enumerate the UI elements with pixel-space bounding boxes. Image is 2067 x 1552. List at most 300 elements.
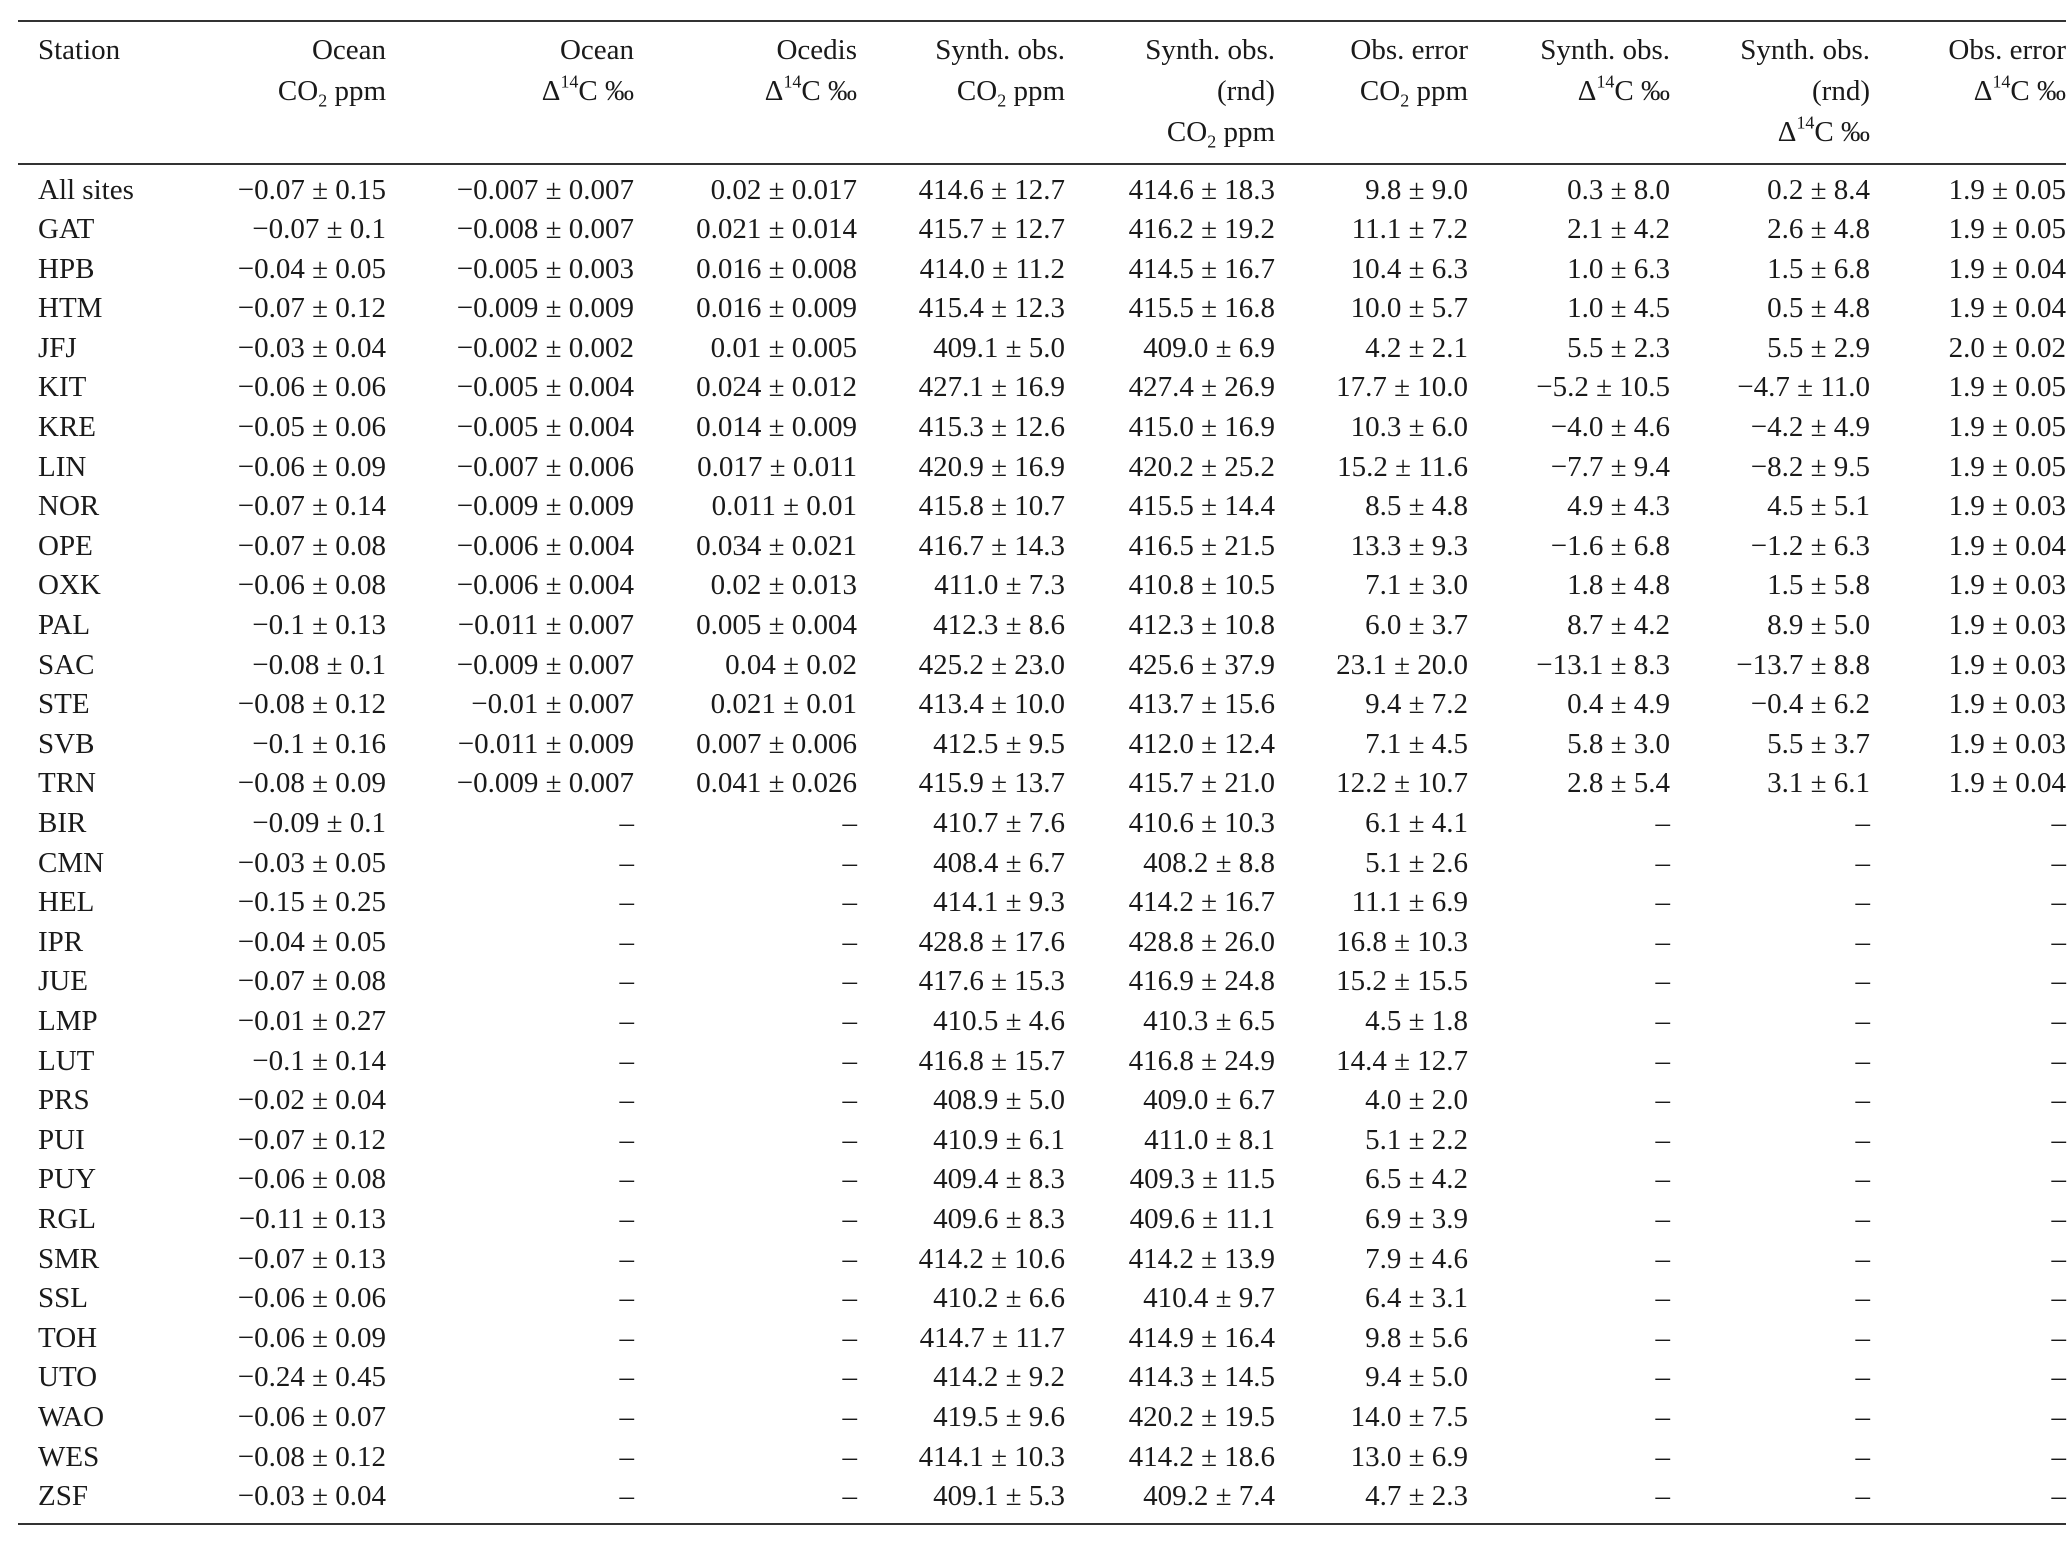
value-cell: 416.8 ± 15.7 bbox=[918, 1044, 1065, 1077]
column-header-line: Synth. obs. bbox=[1145, 34, 1275, 66]
value-cell: 0.5 ± 4.8 bbox=[1767, 292, 1870, 325]
value-cell: – bbox=[619, 965, 634, 998]
value-cell: – bbox=[2051, 1202, 2066, 1235]
value-cell: 0.005 ± 0.004 bbox=[696, 609, 857, 642]
value-cell: 15.2 ± 11.6 bbox=[1337, 450, 1468, 483]
value-cell: – bbox=[842, 1202, 857, 1235]
station-name-cell: SSL bbox=[38, 1282, 88, 1315]
column-header-6 bbox=[1275, 22, 1468, 163]
value-cell: 7.1 ± 4.5 bbox=[1365, 727, 1468, 760]
value-cell: – bbox=[1655, 925, 1670, 958]
table-row bbox=[18, 408, 2066, 448]
column-header-line: Synth. obs. bbox=[1740, 34, 1870, 66]
value-cell: −0.1 ± 0.13 bbox=[252, 609, 386, 642]
value-cell: – bbox=[842, 1321, 857, 1354]
value-cell: – bbox=[1855, 965, 1870, 998]
value-cell: −0.07 ± 0.12 bbox=[237, 292, 386, 325]
value-cell: 4.2 ± 2.1 bbox=[1365, 331, 1468, 364]
table-row bbox=[18, 883, 2066, 923]
value-cell: 17.7 ± 10.0 bbox=[1336, 371, 1468, 404]
station-name-cell: HTM bbox=[38, 292, 103, 325]
value-cell: 412.3 ± 8.6 bbox=[933, 609, 1065, 642]
value-cell: – bbox=[842, 807, 857, 839]
value-cell: 410.8 ± 10.5 bbox=[1128, 569, 1275, 602]
value-cell: −0.002 ± 0.002 bbox=[456, 331, 634, 364]
value-cell: 1.9 ± 0.04 bbox=[1948, 529, 2066, 562]
value-cell: −0.01 ± 0.27 bbox=[237, 1004, 386, 1037]
table-row bbox=[18, 1438, 2066, 1478]
table-row bbox=[18, 1240, 2066, 1280]
station-statistics-table bbox=[18, 22, 2066, 163]
value-cell: 0.021 ± 0.014 bbox=[696, 213, 857, 246]
value-cell: – bbox=[2051, 846, 2066, 879]
value-cell: – bbox=[1655, 1361, 1670, 1394]
value-cell: – bbox=[842, 1163, 857, 1196]
value-cell: 409.1 ± 5.0 bbox=[933, 331, 1065, 364]
value-cell: – bbox=[2051, 1321, 2066, 1354]
value-cell: 4.5 ± 1.8 bbox=[1365, 1004, 1468, 1037]
station-name-cell: PRS bbox=[38, 1084, 90, 1117]
value-cell: – bbox=[1855, 1202, 1870, 1235]
value-cell: 4.0 ± 2.0 bbox=[1365, 1084, 1468, 1117]
value-cell: – bbox=[842, 886, 857, 919]
station-name-cell: LIN bbox=[38, 450, 87, 483]
value-cell: 409.0 ± 6.7 bbox=[1143, 1084, 1275, 1117]
value-cell: −0.05 ± 0.06 bbox=[237, 411, 386, 444]
station-name-cell: LUT bbox=[38, 1044, 95, 1077]
value-cell: 5.5 ± 3.7 bbox=[1767, 727, 1870, 760]
value-cell: −0.07 ± 0.1 bbox=[252, 213, 386, 246]
table-row bbox=[18, 844, 2066, 884]
value-cell: – bbox=[1855, 1123, 1870, 1156]
value-cell: 412.5 ± 9.5 bbox=[933, 727, 1065, 760]
value-cell: 1.9 ± 0.03 bbox=[1948, 490, 2066, 523]
station-name-cell: JUE bbox=[38, 965, 88, 998]
table-row bbox=[18, 725, 2066, 765]
value-cell: 1.9 ± 0.05 bbox=[1948, 450, 2066, 483]
column-header-line: $CO_2$ ppm bbox=[1359, 75, 1468, 111]
value-cell: 416.8 ± 24.9 bbox=[1128, 1044, 1275, 1077]
value-cell: 420.9 ± 16.9 bbox=[918, 450, 1065, 483]
value-cell: 410.6 ± 10.3 bbox=[1128, 807, 1275, 839]
value-cell: – bbox=[1655, 1044, 1670, 1077]
value-cell: 420.2 ± 25.2 bbox=[1128, 450, 1275, 483]
value-cell: 0.04 ± 0.02 bbox=[725, 648, 857, 681]
table-row bbox=[18, 1358, 2066, 1398]
value-cell: −13.1 ± 8.3 bbox=[1536, 648, 1670, 681]
value-cell: −0.1 ± 0.16 bbox=[252, 727, 386, 760]
value-cell: – bbox=[1855, 1440, 1870, 1473]
table-row bbox=[18, 646, 2066, 686]
value-cell: 5.5 ± 2.3 bbox=[1567, 331, 1670, 364]
column-header-line: $\Delta^{14}C$ ‰ bbox=[541, 71, 634, 107]
value-cell: – bbox=[1855, 1084, 1870, 1117]
value-cell: 1.9 ± 0.05 bbox=[1948, 173, 2066, 206]
value-cell: – bbox=[1855, 1321, 1870, 1354]
station-name-cell: STE bbox=[38, 688, 90, 721]
station-name-cell: SMR bbox=[38, 1242, 100, 1275]
table-row bbox=[18, 1319, 2066, 1359]
value-cell: – bbox=[2051, 1163, 2066, 1196]
value-cell: −0.009 ± 0.007 bbox=[456, 767, 634, 800]
value-cell: −0.24 ± 0.45 bbox=[237, 1361, 386, 1394]
value-cell: −13.7 ± 8.8 bbox=[1736, 648, 1870, 681]
station-name-cell: NOR bbox=[38, 490, 100, 523]
value-cell: 415.0 ± 16.9 bbox=[1128, 411, 1275, 444]
value-cell: – bbox=[619, 886, 634, 919]
value-cell: – bbox=[619, 1242, 634, 1275]
column-header-line: Obs. error bbox=[1948, 34, 2066, 66]
value-cell: 409.6 ± 8.3 bbox=[933, 1202, 1065, 1235]
value-cell: 8.7 ± 4.2 bbox=[1567, 609, 1670, 642]
column-header-line: (rnd) bbox=[1217, 75, 1275, 107]
value-cell: −0.007 ± 0.007 bbox=[456, 173, 634, 206]
value-cell: – bbox=[619, 1202, 634, 1235]
value-cell: – bbox=[619, 1361, 634, 1394]
value-cell: 14.0 ± 7.5 bbox=[1350, 1400, 1468, 1433]
value-cell: 416.5 ± 21.5 bbox=[1128, 529, 1275, 562]
value-cell: −0.006 ± 0.004 bbox=[456, 529, 634, 562]
value-cell: 410.2 ± 6.6 bbox=[933, 1282, 1065, 1315]
value-cell: – bbox=[842, 846, 857, 879]
column-header-7 bbox=[1468, 22, 1670, 163]
value-cell: – bbox=[842, 1242, 857, 1275]
value-cell: 12.2 ± 10.7 bbox=[1336, 767, 1468, 800]
value-cell: 414.5 ± 16.7 bbox=[1128, 252, 1275, 285]
table-row bbox=[18, 165, 2066, 211]
value-cell: 1.8 ± 4.8 bbox=[1567, 569, 1670, 602]
value-cell: 1.9 ± 0.05 bbox=[1948, 411, 2066, 444]
station-name-cell: KIT bbox=[38, 371, 87, 404]
value-cell: 417.6 ± 15.3 bbox=[918, 965, 1065, 998]
value-cell: −0.07 ± 0.14 bbox=[237, 490, 386, 523]
value-cell: −5.2 ± 10.5 bbox=[1536, 371, 1670, 404]
column-header-9 bbox=[1870, 22, 2066, 163]
value-cell: – bbox=[2051, 1400, 2066, 1433]
value-cell: −0.15 ± 0.25 bbox=[237, 886, 386, 919]
value-cell: 410.9 ± 6.1 bbox=[933, 1123, 1065, 1156]
value-cell: 416.2 ± 19.2 bbox=[1128, 213, 1275, 246]
station-name-cell: TRN bbox=[38, 767, 96, 800]
value-cell: 1.9 ± 0.03 bbox=[1948, 727, 2066, 760]
value-cell: 413.7 ± 15.6 bbox=[1128, 688, 1275, 721]
value-cell: – bbox=[1855, 1044, 1870, 1077]
value-cell: 414.1 ± 9.3 bbox=[933, 886, 1065, 919]
value-cell: 414.2 ± 13.9 bbox=[1128, 1242, 1275, 1275]
value-cell: – bbox=[1655, 886, 1670, 919]
value-cell: 1.9 ± 0.03 bbox=[1948, 609, 2066, 642]
value-cell: −0.08 ± 0.12 bbox=[237, 688, 386, 721]
column-header-line: $\Delta^{14}C$ ‰ bbox=[1577, 71, 1670, 107]
table-row bbox=[18, 923, 2066, 963]
value-cell: −8.2 ± 9.5 bbox=[1750, 450, 1870, 483]
value-cell: 415.7 ± 12.7 bbox=[918, 213, 1065, 246]
value-cell: −0.011 ± 0.007 bbox=[457, 609, 634, 642]
station-name-cell: UTO bbox=[38, 1361, 98, 1394]
table-row bbox=[18, 764, 2066, 804]
value-cell: −0.07 ± 0.15 bbox=[237, 173, 386, 206]
station-name-cell: LMP bbox=[38, 1004, 98, 1037]
value-cell: −0.03 ± 0.04 bbox=[237, 1480, 386, 1513]
value-cell: – bbox=[842, 1084, 857, 1117]
value-cell: 415.7 ± 21.0 bbox=[1128, 767, 1275, 800]
value-cell: – bbox=[842, 1400, 857, 1433]
bottom-rule bbox=[18, 1523, 2066, 1525]
value-cell: – bbox=[1855, 1242, 1870, 1275]
station-name-cell: KRE bbox=[38, 411, 96, 444]
value-cell: −0.06 ± 0.08 bbox=[237, 1163, 386, 1196]
value-cell: 411.0 ± 8.1 bbox=[1144, 1123, 1275, 1156]
value-cell: −0.08 ± 0.12 bbox=[237, 1440, 386, 1473]
value-cell: 409.2 ± 7.4 bbox=[1143, 1480, 1275, 1513]
column-header-line: Ocedis bbox=[776, 34, 857, 66]
value-cell: 427.4 ± 26.9 bbox=[1128, 371, 1275, 404]
value-cell: 0.041 ± 0.026 bbox=[696, 767, 857, 800]
column-header-5 bbox=[1065, 22, 1275, 163]
value-cell: 3.1 ± 6.1 bbox=[1767, 767, 1870, 800]
column-header-line: $CO_2$ ppm bbox=[277, 75, 386, 111]
value-cell: 0.034 ± 0.021 bbox=[696, 529, 857, 562]
value-cell: −0.06 ± 0.06 bbox=[237, 1282, 386, 1315]
value-cell: −4.7 ± 11.0 bbox=[1737, 371, 1870, 404]
value-cell: 414.2 ± 16.7 bbox=[1128, 886, 1275, 919]
value-cell: 425.6 ± 37.9 bbox=[1128, 648, 1275, 681]
value-cell: – bbox=[619, 846, 634, 879]
value-cell: 9.4 ± 5.0 bbox=[1365, 1361, 1468, 1394]
value-cell: −0.011 ± 0.009 bbox=[457, 727, 634, 760]
value-cell: – bbox=[1855, 1163, 1870, 1196]
value-cell: 2.6 ± 4.8 bbox=[1767, 213, 1870, 246]
value-cell: 0.011 ± 0.01 bbox=[711, 490, 857, 523]
value-cell: 415.4 ± 12.3 bbox=[918, 292, 1065, 325]
station-name-cell: JFJ bbox=[38, 331, 77, 364]
value-cell: – bbox=[619, 807, 634, 839]
column-header-line: Synth. obs. bbox=[1540, 34, 1670, 66]
table-row bbox=[18, 1042, 2066, 1082]
station-name-cell: PUI bbox=[38, 1123, 85, 1156]
value-cell: 415.5 ± 14.4 bbox=[1128, 490, 1275, 523]
value-cell: 0.02 ± 0.017 bbox=[710, 173, 857, 206]
value-cell: 409.6 ± 11.1 bbox=[1129, 1202, 1275, 1235]
table-row bbox=[18, 1002, 2066, 1042]
column-header-0 bbox=[18, 22, 186, 163]
value-cell: 414.2 ± 10.6 bbox=[918, 1242, 1065, 1275]
station-name-cell: SAC bbox=[38, 648, 95, 681]
value-cell: −1.2 ± 6.3 bbox=[1750, 529, 1870, 562]
value-cell: – bbox=[842, 1044, 857, 1077]
value-cell: 408.2 ± 8.8 bbox=[1143, 846, 1275, 879]
value-cell: – bbox=[1655, 1004, 1670, 1037]
value-cell: – bbox=[2051, 1282, 2066, 1315]
value-cell: 6.9 ± 3.9 bbox=[1365, 1202, 1468, 1235]
column-header-line: Obs. error bbox=[1350, 34, 1468, 66]
value-cell: 4.5 ± 5.1 bbox=[1767, 490, 1870, 523]
value-cell: – bbox=[1855, 886, 1870, 919]
value-cell: 416.9 ± 24.8 bbox=[1128, 965, 1275, 998]
value-cell: 410.5 ± 4.6 bbox=[933, 1004, 1065, 1037]
value-cell: – bbox=[1655, 807, 1670, 839]
value-cell: 23.1 ± 20.0 bbox=[1336, 648, 1468, 681]
value-cell: – bbox=[1855, 1480, 1870, 1513]
column-header-line: $CO_2$ ppm bbox=[956, 75, 1065, 111]
value-cell: – bbox=[842, 1123, 857, 1156]
value-cell: – bbox=[1855, 1361, 1870, 1394]
value-cell: – bbox=[619, 1321, 634, 1354]
value-cell: 9.8 ± 5.6 bbox=[1365, 1321, 1468, 1354]
table-row bbox=[18, 566, 2066, 606]
value-cell: 414.9 ± 16.4 bbox=[1128, 1321, 1275, 1354]
value-cell: 414.7 ± 11.7 bbox=[919, 1321, 1065, 1354]
value-cell: 419.5 ± 9.6 bbox=[933, 1400, 1065, 1433]
value-cell: −0.009 ± 0.007 bbox=[456, 648, 634, 681]
table-row bbox=[18, 448, 2066, 488]
value-cell: 10.4 ± 6.3 bbox=[1350, 252, 1468, 285]
value-cell: 411.0 ± 7.3 bbox=[934, 569, 1065, 602]
table-row bbox=[18, 210, 2066, 250]
value-cell: −0.07 ± 0.08 bbox=[237, 965, 386, 998]
table-row bbox=[18, 289, 2066, 329]
value-cell: 425.2 ± 23.0 bbox=[918, 648, 1065, 681]
value-cell: 410.3 ± 6.5 bbox=[1143, 1004, 1275, 1037]
value-cell: 6.5 ± 4.2 bbox=[1365, 1163, 1468, 1196]
value-cell: – bbox=[842, 1440, 857, 1473]
table-row bbox=[18, 1279, 2066, 1319]
table-row bbox=[18, 250, 2066, 290]
column-header-line: $CO_2$ ppm bbox=[1166, 116, 1275, 152]
station-name-cell: ZSF bbox=[38, 1480, 88, 1513]
value-cell: −0.007 ± 0.006 bbox=[456, 450, 634, 483]
value-cell: – bbox=[619, 1440, 634, 1473]
value-cell: – bbox=[842, 925, 857, 958]
value-cell: 13.3 ± 9.3 bbox=[1350, 529, 1468, 562]
value-cell: 0.007 ± 0.006 bbox=[696, 727, 857, 760]
station-statistics-body bbox=[18, 165, 2066, 1517]
value-cell: 409.1 ± 5.3 bbox=[933, 1480, 1065, 1513]
value-cell: 409.3 ± 11.5 bbox=[1129, 1163, 1275, 1196]
value-cell: 0.3 ± 8.0 bbox=[1567, 173, 1670, 206]
station-name-cell: SVB bbox=[38, 727, 95, 760]
value-cell: – bbox=[1655, 1480, 1670, 1513]
station-name-cell: RGL bbox=[38, 1202, 96, 1235]
table-row bbox=[18, 368, 2066, 408]
value-cell: 2.0 ± 0.02 bbox=[1948, 331, 2066, 364]
value-cell: – bbox=[1855, 925, 1870, 958]
value-cell: −0.009 ± 0.009 bbox=[456, 490, 634, 523]
column-header-4 bbox=[857, 22, 1065, 163]
station-name-cell: TOH bbox=[38, 1321, 98, 1354]
value-cell: – bbox=[842, 1480, 857, 1513]
table-row bbox=[18, 1081, 2066, 1121]
station-name-cell: WAO bbox=[38, 1400, 105, 1433]
station-name-cell: HPB bbox=[38, 252, 95, 285]
value-cell: 415.3 ± 12.6 bbox=[918, 411, 1065, 444]
table-row bbox=[18, 804, 2066, 844]
value-cell: – bbox=[1855, 1282, 1870, 1315]
value-cell: – bbox=[1655, 1321, 1670, 1354]
value-cell: 5.1 ± 2.6 bbox=[1365, 846, 1468, 879]
value-cell: 409.4 ± 8.3 bbox=[933, 1163, 1065, 1196]
value-cell: 415.9 ± 13.7 bbox=[918, 767, 1065, 800]
value-cell: −0.07 ± 0.13 bbox=[237, 1242, 386, 1275]
value-cell: 408.9 ± 5.0 bbox=[933, 1084, 1065, 1117]
value-cell: 13.0 ± 6.9 bbox=[1350, 1440, 1468, 1473]
column-header-line: (rnd) bbox=[1812, 75, 1870, 107]
value-cell: – bbox=[619, 1163, 634, 1196]
value-cell: – bbox=[1655, 1084, 1670, 1117]
value-cell: – bbox=[619, 1084, 634, 1117]
value-cell: – bbox=[1655, 965, 1670, 998]
value-cell: 1.9 ± 0.03 bbox=[1948, 569, 2066, 602]
value-cell: −7.7 ± 9.4 bbox=[1550, 450, 1670, 483]
value-cell: 7.9 ± 4.6 bbox=[1365, 1242, 1468, 1275]
value-cell: – bbox=[1655, 1242, 1670, 1275]
value-cell: −0.01 ± 0.007 bbox=[471, 688, 634, 721]
value-cell: 1.5 ± 6.8 bbox=[1767, 252, 1870, 285]
station-name-cell: HEL bbox=[38, 886, 95, 919]
value-cell: 1.9 ± 0.04 bbox=[1948, 292, 2066, 325]
value-cell: 414.6 ± 12.7 bbox=[918, 173, 1065, 206]
value-cell: 15.2 ± 15.5 bbox=[1336, 965, 1468, 998]
value-cell: −0.02 ± 0.04 bbox=[237, 1084, 386, 1117]
value-cell: 4.7 ± 2.3 bbox=[1365, 1480, 1468, 1513]
table-row bbox=[18, 487, 2066, 527]
station-name-cell: PAL bbox=[38, 609, 91, 642]
value-cell: – bbox=[1855, 807, 1870, 839]
value-cell: – bbox=[619, 1400, 634, 1433]
value-cell: −0.04 ± 0.05 bbox=[237, 252, 386, 285]
value-cell: – bbox=[2051, 1044, 2066, 1077]
value-cell: 410.7 ± 7.6 bbox=[933, 807, 1065, 839]
value-cell: 414.1 ± 10.3 bbox=[918, 1440, 1065, 1473]
value-cell: 0.016 ± 0.008 bbox=[696, 252, 857, 285]
value-cell: 0.4 ± 4.9 bbox=[1567, 688, 1670, 721]
value-cell: 7.1 ± 3.0 bbox=[1365, 569, 1468, 602]
value-cell: 11.1 ± 6.9 bbox=[1351, 886, 1468, 919]
value-cell: −0.06 ± 0.09 bbox=[237, 450, 386, 483]
value-cell: – bbox=[1655, 1440, 1670, 1473]
value-cell: – bbox=[842, 1004, 857, 1037]
value-cell: −0.06 ± 0.08 bbox=[237, 569, 386, 602]
value-cell: −0.4 ± 6.2 bbox=[1750, 688, 1870, 721]
value-cell: 0.021 ± 0.01 bbox=[710, 688, 857, 721]
value-cell: −0.06 ± 0.07 bbox=[237, 1400, 386, 1433]
value-cell: −0.009 ± 0.009 bbox=[456, 292, 634, 325]
value-cell: 414.6 ± 18.3 bbox=[1128, 173, 1275, 206]
value-cell: −0.03 ± 0.04 bbox=[237, 331, 386, 364]
value-cell: −0.07 ± 0.12 bbox=[237, 1123, 386, 1156]
station-name-cell: OPE bbox=[38, 529, 93, 562]
value-cell: −0.03 ± 0.05 bbox=[237, 846, 386, 879]
value-cell: 1.9 ± 0.03 bbox=[1948, 648, 2066, 681]
value-cell: – bbox=[1655, 1282, 1670, 1315]
value-cell: 409.0 ± 6.9 bbox=[1143, 331, 1275, 364]
value-cell: – bbox=[1855, 846, 1870, 879]
table-row bbox=[18, 962, 2066, 1002]
value-cell: 16.8 ± 10.3 bbox=[1336, 925, 1468, 958]
value-cell: – bbox=[2051, 1361, 2066, 1394]
table-row bbox=[18, 685, 2066, 725]
column-header-2 bbox=[386, 22, 634, 163]
column-header-8 bbox=[1670, 22, 1870, 163]
value-cell: 413.4 ± 10.0 bbox=[918, 688, 1065, 721]
value-cell: 412.0 ± 12.4 bbox=[1128, 727, 1275, 760]
value-cell: – bbox=[2051, 807, 2066, 839]
value-cell: 0.017 ± 0.011 bbox=[697, 450, 857, 483]
table-header bbox=[18, 22, 2066, 163]
value-cell: 1.9 ± 0.05 bbox=[1948, 371, 2066, 404]
value-cell: 0.01 ± 0.005 bbox=[710, 331, 857, 364]
value-cell: −0.06 ± 0.09 bbox=[237, 1321, 386, 1354]
